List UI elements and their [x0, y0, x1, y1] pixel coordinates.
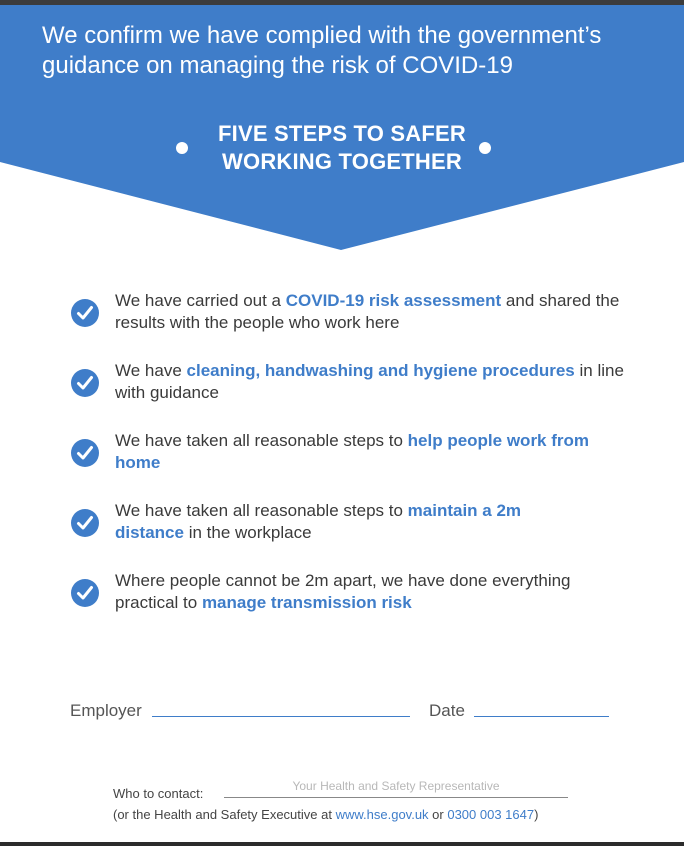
step-text-5	[115, 570, 625, 614]
check-circle-icon	[70, 368, 100, 398]
step-item-1	[70, 290, 630, 340]
banner-subheading-line-2: WORKING TOGETHER	[222, 149, 462, 174]
contact-field[interactable]	[224, 797, 568, 798]
employer-signature-field[interactable]	[152, 716, 410, 717]
contact-note-suffix: )	[534, 807, 539, 822]
step-text-4	[115, 500, 570, 544]
step-item-3	[70, 430, 630, 480]
step-text-1	[115, 290, 625, 334]
header-banner	[0, 5, 684, 250]
step-text-1-before: We have carried out a	[115, 291, 286, 310]
hse-website-link[interactable]: www.hse.gov.uk	[335, 807, 429, 822]
step-highlight-3: help people work from home	[115, 431, 590, 472]
step-highlight-5: manage transmission risk	[201, 593, 412, 612]
step-highlight-2: cleaning, handwashing and hygiene procedures	[186, 361, 575, 380]
step-text-4-before: We have taken all reasonable steps to	[115, 501, 408, 520]
check-circle-icon	[70, 438, 100, 468]
banner-heading-line-1: We confirm we have complied with the government’s	[42, 22, 602, 49]
step-text-2-before: We have	[115, 361, 187, 380]
banner-subheading	[0, 120, 684, 176]
contact-note-prefix: (or the Health and Safety Executive at	[113, 807, 336, 822]
step-item-4	[70, 500, 630, 550]
step-text-3	[115, 430, 595, 474]
banner-subheading-line-1: FIVE STEPS TO SAFER	[218, 121, 466, 146]
step-text-2-after: in line with guidance	[115, 361, 624, 402]
check-circle-icon	[70, 298, 100, 328]
bottom-border	[0, 842, 684, 846]
contact-placeholder: Your Health and Safety Representative	[292, 779, 500, 793]
contact-note	[113, 807, 538, 822]
banner-heading-line-2: guidance on managing the risk of COVID-19	[42, 52, 513, 79]
step-item-5	[70, 570, 630, 620]
step-highlight-4: maintain a 2m distance	[115, 501, 522, 542]
banner-heading	[42, 21, 662, 81]
contact-label: Who to contact:	[113, 786, 204, 801]
step-highlight-1: COVID-19 risk assessment	[285, 291, 502, 310]
hse-phone-link[interactable]: 0300 003 1647	[447, 807, 535, 822]
check-circle-icon	[70, 508, 100, 538]
step-text-4-after: in the workplace	[183, 523, 312, 542]
employer-label: Employer	[70, 701, 142, 720]
step-text-3-before: We have taken all reasonable steps to	[115, 431, 408, 450]
step-text-5-before: Where people cannot be 2m apart, we have done everything practical to	[115, 571, 571, 612]
step-item-2	[70, 360, 630, 410]
check-circle-icon	[70, 578, 100, 608]
step-text-2	[115, 360, 625, 404]
date-field[interactable]	[474, 716, 609, 717]
contact-note-or: or	[428, 807, 448, 822]
step-text-1-after: and shared the results with the people who work here	[115, 291, 620, 332]
date-label: Date	[429, 701, 465, 720]
right-bullet-dot	[479, 142, 491, 154]
